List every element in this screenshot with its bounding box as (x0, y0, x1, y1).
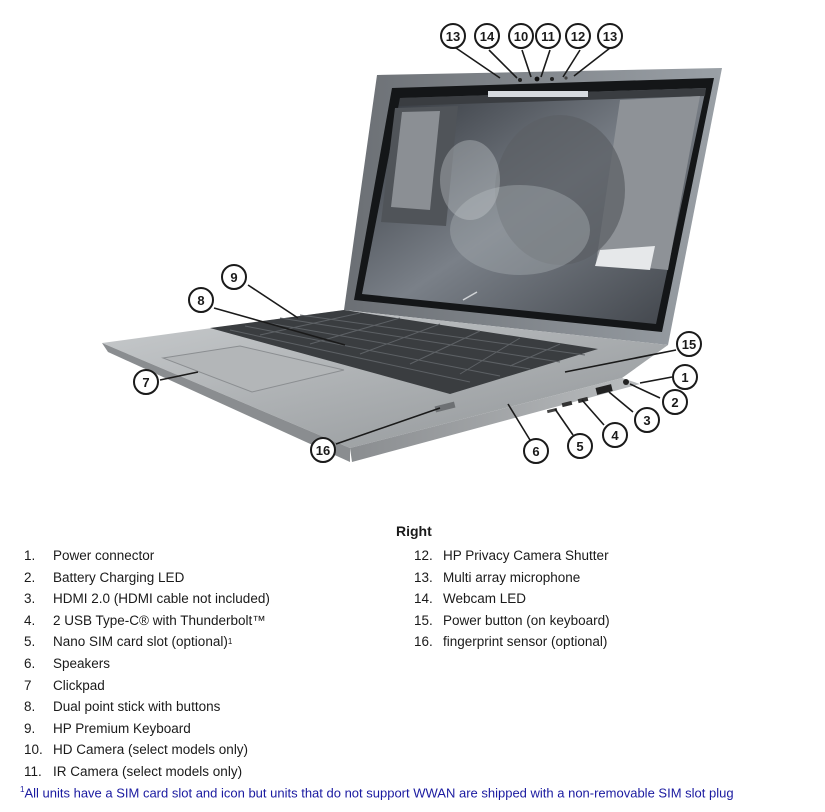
svg-text:9: 9 (230, 270, 238, 285)
svg-text:16: 16 (315, 443, 331, 458)
svg-text:11: 11 (541, 29, 555, 44)
footnote-text: All units have a SIM card slot and icon but units that do not support WWAN are shipped with a non-removable SIM slot plug (24, 785, 734, 801)
item-label: IR Camera (select models only) (53, 763, 243, 779)
footnote (20, 785, 820, 800)
svg-text:4: 4 (611, 428, 619, 443)
svg-text:2: 2 (671, 395, 679, 410)
list-item (24, 545, 384, 567)
list-item (414, 610, 794, 632)
svg-text:8: 8 (197, 293, 205, 308)
item-number: 11. (24, 763, 42, 779)
item-label: Dual point stick with buttons (53, 699, 221, 715)
svg-text:14: 14 (479, 29, 495, 44)
svg-text:13: 13 (602, 29, 618, 44)
component-list-right (414, 545, 794, 653)
svg-text:3: 3 (643, 413, 651, 428)
list-item (24, 761, 384, 783)
callout-16 (311, 438, 335, 462)
callout-8 (189, 288, 213, 312)
item-number: 1. (24, 548, 36, 563)
item-number: 2. (24, 569, 36, 585)
callout-1 (673, 365, 697, 389)
list-item (414, 567, 794, 589)
laptop-display (344, 68, 722, 345)
svg-text:5: 5 (576, 439, 584, 454)
item-label: Webcam LED (443, 591, 527, 607)
item-label: fingerprint sensor (optional) (443, 634, 608, 650)
list-item (414, 631, 794, 653)
item-number: 15. (414, 612, 433, 628)
item-number: 13. (414, 569, 433, 585)
list-item (414, 588, 794, 610)
callout-13-left (441, 24, 465, 48)
svg-text:6: 6 (532, 444, 540, 459)
item-label: HP Privacy Camera Shutter (443, 548, 609, 563)
callout-4 (603, 423, 627, 447)
callout-2 (663, 390, 687, 414)
svg-text:10: 10 (513, 29, 529, 44)
list-item (24, 739, 384, 761)
svg-text:15: 15 (681, 337, 697, 352)
item-label: Clickpad (53, 677, 105, 693)
svg-text:1: 1 (681, 370, 689, 385)
item-number: 16. (414, 634, 433, 650)
list-item (24, 675, 384, 697)
item-label: Multi array microphone (443, 569, 581, 585)
component-list-left (24, 545, 384, 783)
item-number: 9. (24, 720, 36, 736)
item-number: 6. (24, 655, 36, 671)
list-item (24, 631, 384, 653)
callout-7 (134, 370, 158, 394)
item-label: HDMI 2.0 (HDMI cable not included) (53, 591, 270, 607)
list-item (24, 610, 384, 632)
callout-6 (524, 439, 548, 463)
item-label: Speakers (53, 655, 111, 671)
list-item (414, 545, 794, 567)
callout-13-right (598, 24, 622, 48)
callout-10 (509, 24, 533, 48)
item-label: Power button (on keyboard) (443, 612, 610, 628)
item-number: 10. (24, 742, 43, 758)
footnote-marker: 1 (20, 785, 25, 794)
callout-14 (475, 24, 499, 48)
item-number: 3. (24, 591, 36, 607)
item-number: 14. (414, 591, 433, 607)
list-item (24, 653, 384, 675)
callout-15 (677, 332, 701, 356)
item-number: 5. (24, 634, 36, 650)
svg-text:13: 13 (445, 29, 461, 44)
item-label: Nano SIM card slot (optional) (53, 634, 228, 650)
item-number: 12. (414, 548, 433, 563)
item-number: 8. (24, 699, 36, 715)
callout-11 (536, 24, 560, 48)
svg-text:7: 7 (142, 375, 150, 390)
item-label: HD Camera (select models only) (53, 742, 249, 758)
item-number: 4. (24, 612, 36, 628)
callout-3 (635, 408, 659, 432)
footnote-ref: 1 (227, 637, 233, 647)
list-item (24, 696, 384, 718)
list-item (24, 588, 384, 610)
svg-text:12: 12 (570, 29, 586, 44)
list-item (24, 567, 384, 589)
callout-9 (222, 265, 246, 289)
callout-5 (568, 434, 592, 458)
callout-12 (566, 24, 590, 48)
item-number: 7 (24, 677, 32, 693)
list-item (24, 718, 384, 740)
item-label: Power connector (53, 548, 155, 563)
item-label: HP Premium Keyboard (53, 720, 191, 736)
item-label: Battery Charging LED (53, 569, 185, 585)
item-label: 2 USB Type-C® with Thunderbolt™ (53, 612, 266, 628)
section-title: Right (396, 523, 432, 539)
